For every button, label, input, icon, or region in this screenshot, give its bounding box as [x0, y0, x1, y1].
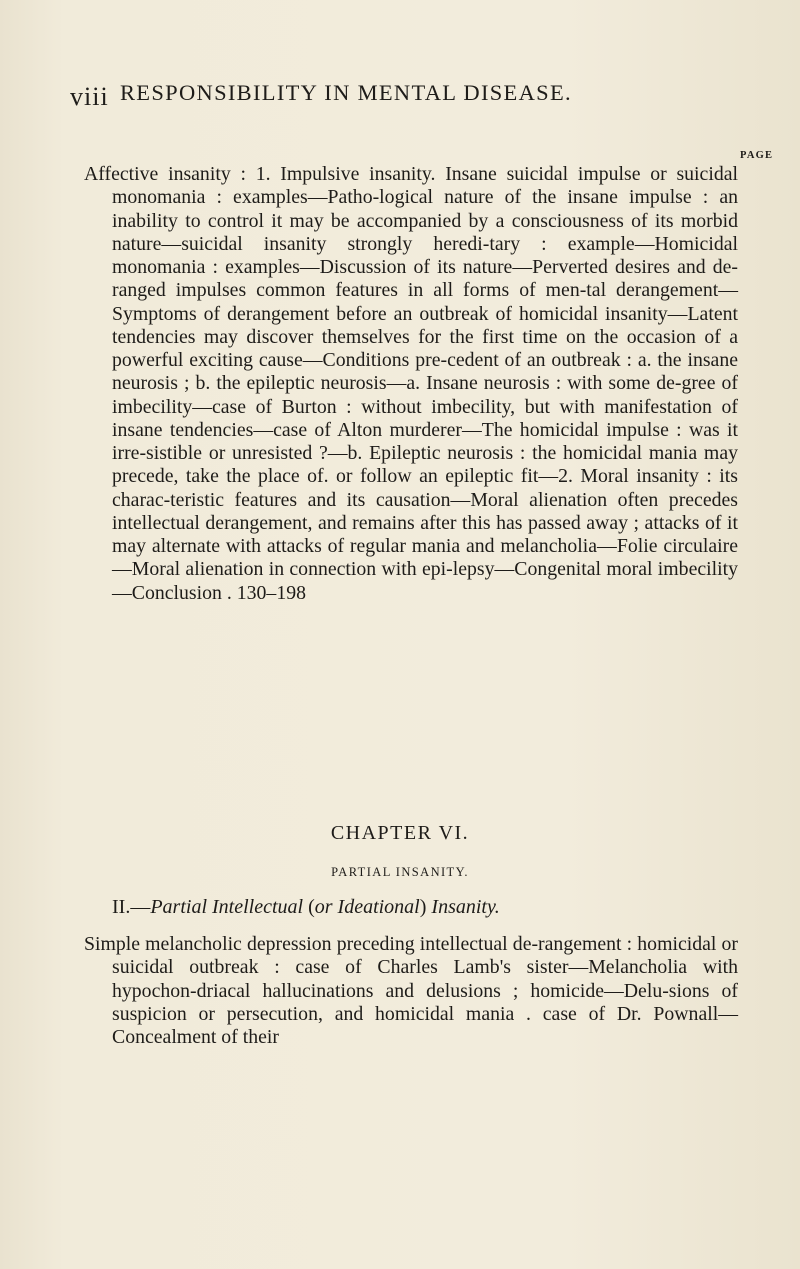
chapter-heading: CHAPTER VI. [330, 822, 470, 844]
section-paren-open: ( [303, 896, 315, 918]
section-prefix: II.— [112, 896, 151, 918]
contents-entry [84, 163, 738, 605]
chapter-subtitle: PARTIAL INSANITY. [331, 865, 469, 879]
section-paren-italic: or Ideational [314, 896, 420, 918]
section-paren-close: ) [419, 896, 432, 918]
contents-entry-text: Affective insanity : 1. Impulsive insanity. Insane suicidal impulse or suicidal monomania : examples—Patho-logical nature of the insane impulse : an inability to control it may be accompanied by a consciousness of its morbid nature—suicidal insanity strongly heredi-tary : example—Homicidal monomania : examples—Discussion of its nature—Perverted desires and de-ranged impulses common features in all forms of men-tal derangement—Symptoms of derangement before an outbreak of homicidal insanity—Latent tendencies may discover themselves for the first time on the occasion of a powerful exciting cause—Conditions pre-cedent of an outbreak : a. the insane neurosis ; b. the epileptic neurosis—a. Insane neurosis : with some de-gree of imbecility—case of Burton : without imbecility, but with manifestation of insane tendencies—case of Alton murderer—The homicidal impulse : was it irre-sistible or unresisted ?—b. Epileptic neurosis : the homicidal mania may precede, take the place of. or follow an epileptic fit—2. Moral insanity : its charac-teristic features and its causation—Moral alienation often precedes intellectual derangement, and remains after this has passed away ; attacks of it may alternate with attacks of regular mania and melancholia—Folie circulaire—Moral alienation in connection with epi-lepsy—Congenital moral imbecility—Conclusion . [84, 163, 738, 604]
section-heading [112, 896, 500, 919]
page-column-label: PAGE [740, 150, 774, 161]
running-title: RESPONSIBILITY IN MENTAL DISEASE. [120, 80, 572, 105]
section-body: Simple melancholic depression preceding intellectual de-rangement : homicidal or suicidal outbreak : case of Charles Lamb's sister—Melancholia with hypochon-driacal hallucinations and delusions ; homicide—Delu-sions of suspicion or persecution, and homicidal mania . case of Dr. Pownall—Concealment of their [84, 933, 738, 1048]
section-title-italic: Partial Intellectual [150, 896, 304, 918]
page-number: viii [70, 82, 109, 111]
running-head [70, 80, 710, 120]
section-title-end: Insanity. [431, 896, 500, 918]
contents-entry-pages: 130–198 [236, 581, 306, 604]
